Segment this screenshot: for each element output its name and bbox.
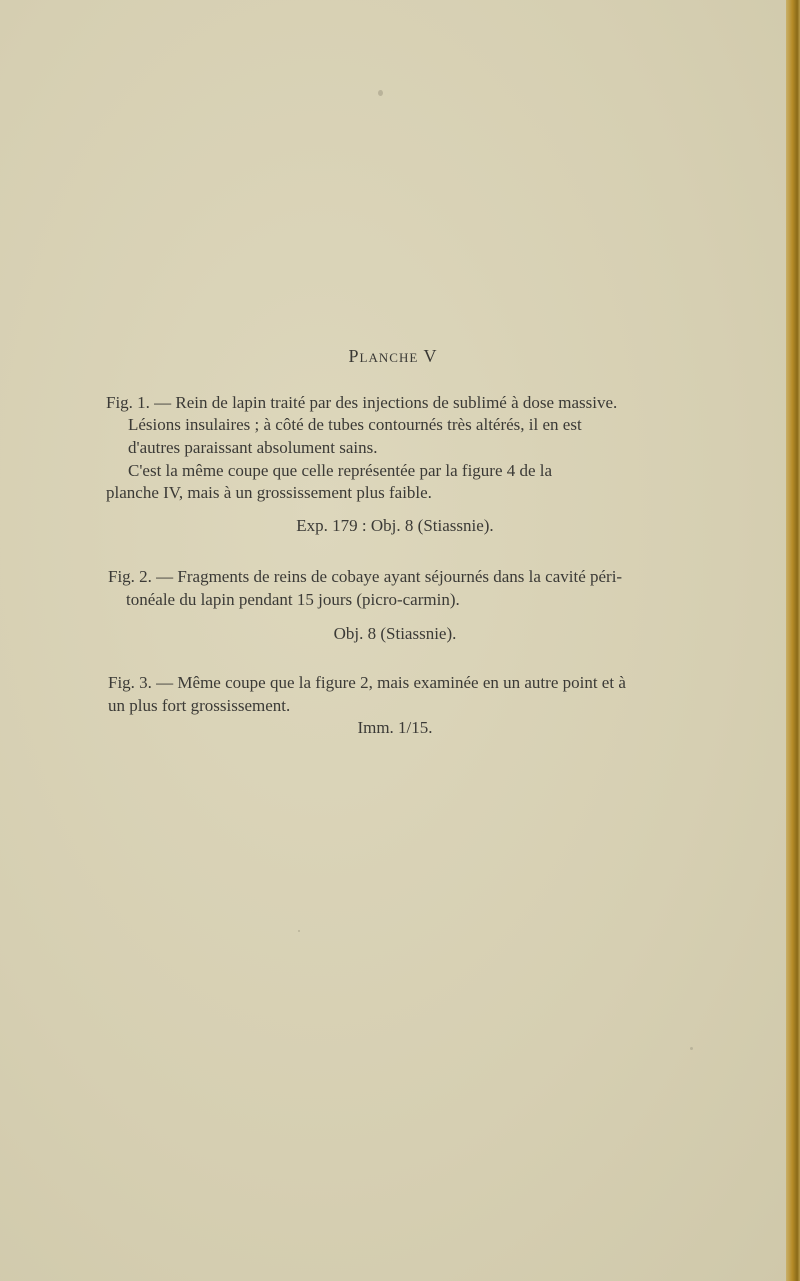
fig2-line-1: Fig. 2. — Fragments de reins de cobaye ayant séjournés dans la cavité péri- [108,567,623,586]
plate-title: Planche V [348,346,438,366]
fig1-reference: Exp. 179 : Obj. 8 (Stiassnie). [296,516,494,535]
paper-speck [690,1047,693,1050]
fig2-reference: Obj. 8 (Stiassnie). [333,624,457,643]
fig2-line-2: tonéale du lapin pendant 15 jours (picro-carmin). [126,590,460,609]
fig3-line-1: Fig. 3. — Même coupe que la figure 2, mais examinée en un autre point et à [108,673,626,692]
fig1-line-5: planche IV, mais à un grossissement plus faible. [106,483,432,502]
fig1-line-1: Fig. 1. — Rein de lapin traité par des injections de sublimé à dose massive. [106,393,618,412]
paper-speck [378,90,383,96]
paper-speck [298,930,300,932]
fig1-line-4: C'est la même coupe que celle représentée par la figure 4 de la [128,461,553,480]
fig1-line-2: Lésions insulaires ; à côté de tubes contournés très altérés, il en est [128,415,582,434]
fig1-line-3: d'autres paraissant absolument sains. [128,438,378,457]
fig3-reference: Imm. 1/15. [357,718,433,737]
fig3-line-2: un plus fort grossissement. [108,696,291,715]
